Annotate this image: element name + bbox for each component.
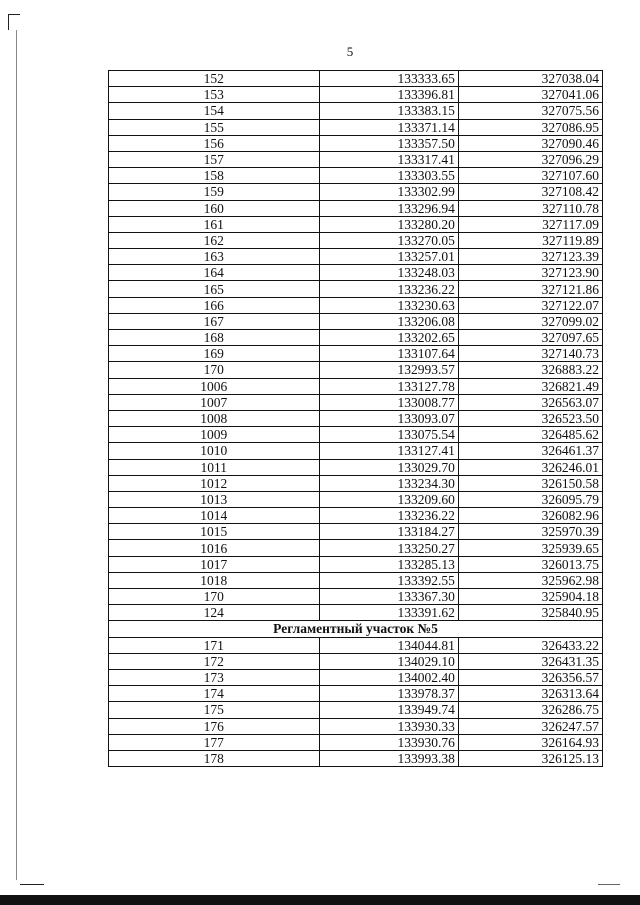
- x-coordinate-cell: 133202.65: [319, 330, 458, 346]
- x-coordinate-cell: 133230.63: [319, 297, 458, 313]
- point-number-cell: 161: [109, 216, 320, 232]
- x-coordinate-cell: 133236.22: [319, 508, 458, 524]
- point-number-cell: 1015: [109, 524, 320, 540]
- table-row: [109, 330, 603, 346]
- table-row: [109, 281, 603, 297]
- point-number-cell: 1010: [109, 443, 320, 459]
- table-row: [109, 135, 603, 151]
- table-row: [109, 427, 603, 443]
- x-coordinate-cell: 133008.77: [319, 394, 458, 410]
- y-coordinate-cell: 326247.57: [458, 718, 602, 734]
- point-number-cell: 159: [109, 184, 320, 200]
- y-coordinate-cell: 327038.04: [458, 71, 602, 87]
- table-row: [109, 151, 603, 167]
- table-row: [109, 313, 603, 329]
- point-number-cell: 173: [109, 669, 320, 685]
- table-row: [109, 249, 603, 265]
- y-coordinate-cell: 327119.89: [458, 232, 602, 248]
- table-row: [109, 168, 603, 184]
- x-coordinate-cell: 133270.05: [319, 232, 458, 248]
- y-coordinate-cell: 326313.64: [458, 686, 602, 702]
- x-coordinate-cell: 133367.30: [319, 589, 458, 605]
- y-coordinate-cell: 327086.95: [458, 119, 602, 135]
- x-coordinate-cell: 133184.27: [319, 524, 458, 540]
- x-coordinate-cell: 133371.14: [319, 119, 458, 135]
- point-number-cell: 169: [109, 346, 320, 362]
- table-row: [109, 443, 603, 459]
- table-row: [109, 232, 603, 248]
- x-coordinate-cell: 133357.50: [319, 135, 458, 151]
- x-coordinate-cell: 133383.15: [319, 103, 458, 119]
- point-number-cell: 1018: [109, 572, 320, 588]
- table-row: [109, 216, 603, 232]
- point-number-cell: 1014: [109, 508, 320, 524]
- x-coordinate-cell: 132993.57: [319, 362, 458, 378]
- y-coordinate-cell: 326246.01: [458, 459, 602, 475]
- table-row: [109, 686, 603, 702]
- table-row: [109, 103, 603, 119]
- y-coordinate-cell: 327122.07: [458, 297, 602, 313]
- x-coordinate-cell: 134029.10: [319, 653, 458, 669]
- table-row: [109, 750, 603, 766]
- point-number-cell: 167: [109, 313, 320, 329]
- table-row: [109, 540, 603, 556]
- y-coordinate-cell: 327075.56: [458, 103, 602, 119]
- x-coordinate-cell: 134044.81: [319, 637, 458, 653]
- y-coordinate-cell: 327123.39: [458, 249, 602, 265]
- point-number-cell: 170: [109, 589, 320, 605]
- y-coordinate-cell: 325962.98: [458, 572, 602, 588]
- y-coordinate-cell: 326150.58: [458, 475, 602, 491]
- point-number-cell: 174: [109, 686, 320, 702]
- x-coordinate-cell: 133930.33: [319, 718, 458, 734]
- scan-mark-left-edge: [16, 30, 17, 880]
- y-coordinate-cell: 326485.62: [458, 427, 602, 443]
- x-coordinate-cell: 133209.60: [319, 491, 458, 507]
- table-row: [109, 637, 603, 653]
- x-coordinate-cell: 133978.37: [319, 686, 458, 702]
- point-number-cell: 1016: [109, 540, 320, 556]
- table-row: [109, 524, 603, 540]
- table-row: [109, 572, 603, 588]
- point-number-cell: 154: [109, 103, 320, 119]
- point-number-cell: 156: [109, 135, 320, 151]
- table-row: [109, 71, 603, 87]
- point-number-cell: 170: [109, 362, 320, 378]
- point-number-cell: 171: [109, 637, 320, 653]
- table-row: [109, 718, 603, 734]
- point-number-cell: 1008: [109, 410, 320, 426]
- x-coordinate-cell: 133127.41: [319, 443, 458, 459]
- point-number-cell: 164: [109, 265, 320, 281]
- table-row: [109, 394, 603, 410]
- y-coordinate-cell: 327110.78: [458, 200, 602, 216]
- point-number-cell: 1011: [109, 459, 320, 475]
- table-row: [109, 184, 603, 200]
- x-coordinate-cell: 133993.38: [319, 750, 458, 766]
- y-coordinate-cell: 325939.65: [458, 540, 602, 556]
- table-row: [109, 410, 603, 426]
- y-coordinate-cell: 327097.65: [458, 330, 602, 346]
- point-number-cell: 163: [109, 249, 320, 265]
- y-coordinate-cell: 327099.02: [458, 313, 602, 329]
- point-number-cell: 162: [109, 232, 320, 248]
- x-coordinate-cell: 133250.27: [319, 540, 458, 556]
- section-title: Регламентный участок №5: [109, 621, 603, 637]
- scan-bottom-bar: [0, 895, 640, 905]
- x-coordinate-cell: 133236.22: [319, 281, 458, 297]
- x-coordinate-cell: 133257.01: [319, 249, 458, 265]
- coordinates-table-body: [109, 71, 603, 767]
- x-coordinate-cell: 133093.07: [319, 410, 458, 426]
- y-coordinate-cell: 327107.60: [458, 168, 602, 184]
- section-header-row: [109, 621, 603, 637]
- scan-mark-top-left: [8, 14, 9, 30]
- point-number-cell: 124: [109, 605, 320, 621]
- point-number-cell: 160: [109, 200, 320, 216]
- x-coordinate-cell: 133285.13: [319, 556, 458, 572]
- point-number-cell: 158: [109, 168, 320, 184]
- point-number-cell: 166: [109, 297, 320, 313]
- y-coordinate-cell: 326821.49: [458, 378, 602, 394]
- point-number-cell: 165: [109, 281, 320, 297]
- coordinates-table: [108, 70, 603, 767]
- y-coordinate-cell: 327123.90: [458, 265, 602, 281]
- table-row: [109, 459, 603, 475]
- y-coordinate-cell: 326095.79: [458, 491, 602, 507]
- scan-mark-top-left-h: [8, 14, 20, 15]
- x-coordinate-cell: 133029.70: [319, 459, 458, 475]
- point-number-cell: 177: [109, 734, 320, 750]
- x-coordinate-cell: 133396.81: [319, 87, 458, 103]
- point-number-cell: 1006: [109, 378, 320, 394]
- y-coordinate-cell: 325840.95: [458, 605, 602, 621]
- table-row: [109, 702, 603, 718]
- x-coordinate-cell: 134002.40: [319, 669, 458, 685]
- x-coordinate-cell: 133303.55: [319, 168, 458, 184]
- y-coordinate-cell: 326082.96: [458, 508, 602, 524]
- x-coordinate-cell: 133333.65: [319, 71, 458, 87]
- point-number-cell: 168: [109, 330, 320, 346]
- table-row: [109, 734, 603, 750]
- point-number-cell: 155: [109, 119, 320, 135]
- point-number-cell: 152: [109, 71, 320, 87]
- x-coordinate-cell: 133248.03: [319, 265, 458, 281]
- y-coordinate-cell: 325970.39: [458, 524, 602, 540]
- y-coordinate-cell: 326883.22: [458, 362, 602, 378]
- point-number-cell: 176: [109, 718, 320, 734]
- table-row: [109, 119, 603, 135]
- x-coordinate-cell: 133127.78: [319, 378, 458, 394]
- table-row: [109, 265, 603, 281]
- x-coordinate-cell: 133075.54: [319, 427, 458, 443]
- y-coordinate-cell: 327121.86: [458, 281, 602, 297]
- y-coordinate-cell: 327117.09: [458, 216, 602, 232]
- table-row: [109, 653, 603, 669]
- x-coordinate-cell: 133107.64: [319, 346, 458, 362]
- scan-mark-bottom-right: [598, 884, 620, 885]
- y-coordinate-cell: 326431.35: [458, 653, 602, 669]
- x-coordinate-cell: 133206.08: [319, 313, 458, 329]
- table-row: [109, 362, 603, 378]
- table-row: [109, 378, 603, 394]
- table-row: [109, 200, 603, 216]
- table-row: [109, 491, 603, 507]
- table-row: [109, 589, 603, 605]
- y-coordinate-cell: 327096.29: [458, 151, 602, 167]
- table-row: [109, 669, 603, 685]
- y-coordinate-cell: 327090.46: [458, 135, 602, 151]
- point-number-cell: 1017: [109, 556, 320, 572]
- y-coordinate-cell: 327140.73: [458, 346, 602, 362]
- point-number-cell: 1012: [109, 475, 320, 491]
- point-number-cell: 178: [109, 750, 320, 766]
- x-coordinate-cell: 133280.20: [319, 216, 458, 232]
- table-row: [109, 508, 603, 524]
- y-coordinate-cell: 326563.07: [458, 394, 602, 410]
- point-number-cell: 1007: [109, 394, 320, 410]
- point-number-cell: 175: [109, 702, 320, 718]
- x-coordinate-cell: 133302.99: [319, 184, 458, 200]
- x-coordinate-cell: 133391.62: [319, 605, 458, 621]
- point-number-cell: 172: [109, 653, 320, 669]
- point-number-cell: 153: [109, 87, 320, 103]
- page-number: 5: [346, 44, 354, 59]
- x-coordinate-cell: 133234.30: [319, 475, 458, 491]
- y-coordinate-cell: 326125.13: [458, 750, 602, 766]
- scan-mark-bottom-left: [20, 884, 44, 885]
- point-number-cell: 1013: [109, 491, 320, 507]
- table-row: [109, 475, 603, 491]
- table-row: [109, 346, 603, 362]
- table-row: [109, 87, 603, 103]
- y-coordinate-cell: 326461.37: [458, 443, 602, 459]
- point-number-cell: 1009: [109, 427, 320, 443]
- y-coordinate-cell: 327041.06: [458, 87, 602, 103]
- y-coordinate-cell: 326433.22: [458, 637, 602, 653]
- y-coordinate-cell: 327108.42: [458, 184, 602, 200]
- y-coordinate-cell: 326164.93: [458, 734, 602, 750]
- y-coordinate-cell: 326286.75: [458, 702, 602, 718]
- table-row: [109, 556, 603, 572]
- y-coordinate-cell: 325904.18: [458, 589, 602, 605]
- x-coordinate-cell: 133296.94: [319, 200, 458, 216]
- x-coordinate-cell: 133949.74: [319, 702, 458, 718]
- x-coordinate-cell: 133317.41: [319, 151, 458, 167]
- table-row: [109, 297, 603, 313]
- x-coordinate-cell: 133392.55: [319, 572, 458, 588]
- y-coordinate-cell: 326356.57: [458, 669, 602, 685]
- point-number-cell: 157: [109, 151, 320, 167]
- y-coordinate-cell: 326013.75: [458, 556, 602, 572]
- y-coordinate-cell: 326523.50: [458, 410, 602, 426]
- x-coordinate-cell: 133930.76: [319, 734, 458, 750]
- table-row: [109, 605, 603, 621]
